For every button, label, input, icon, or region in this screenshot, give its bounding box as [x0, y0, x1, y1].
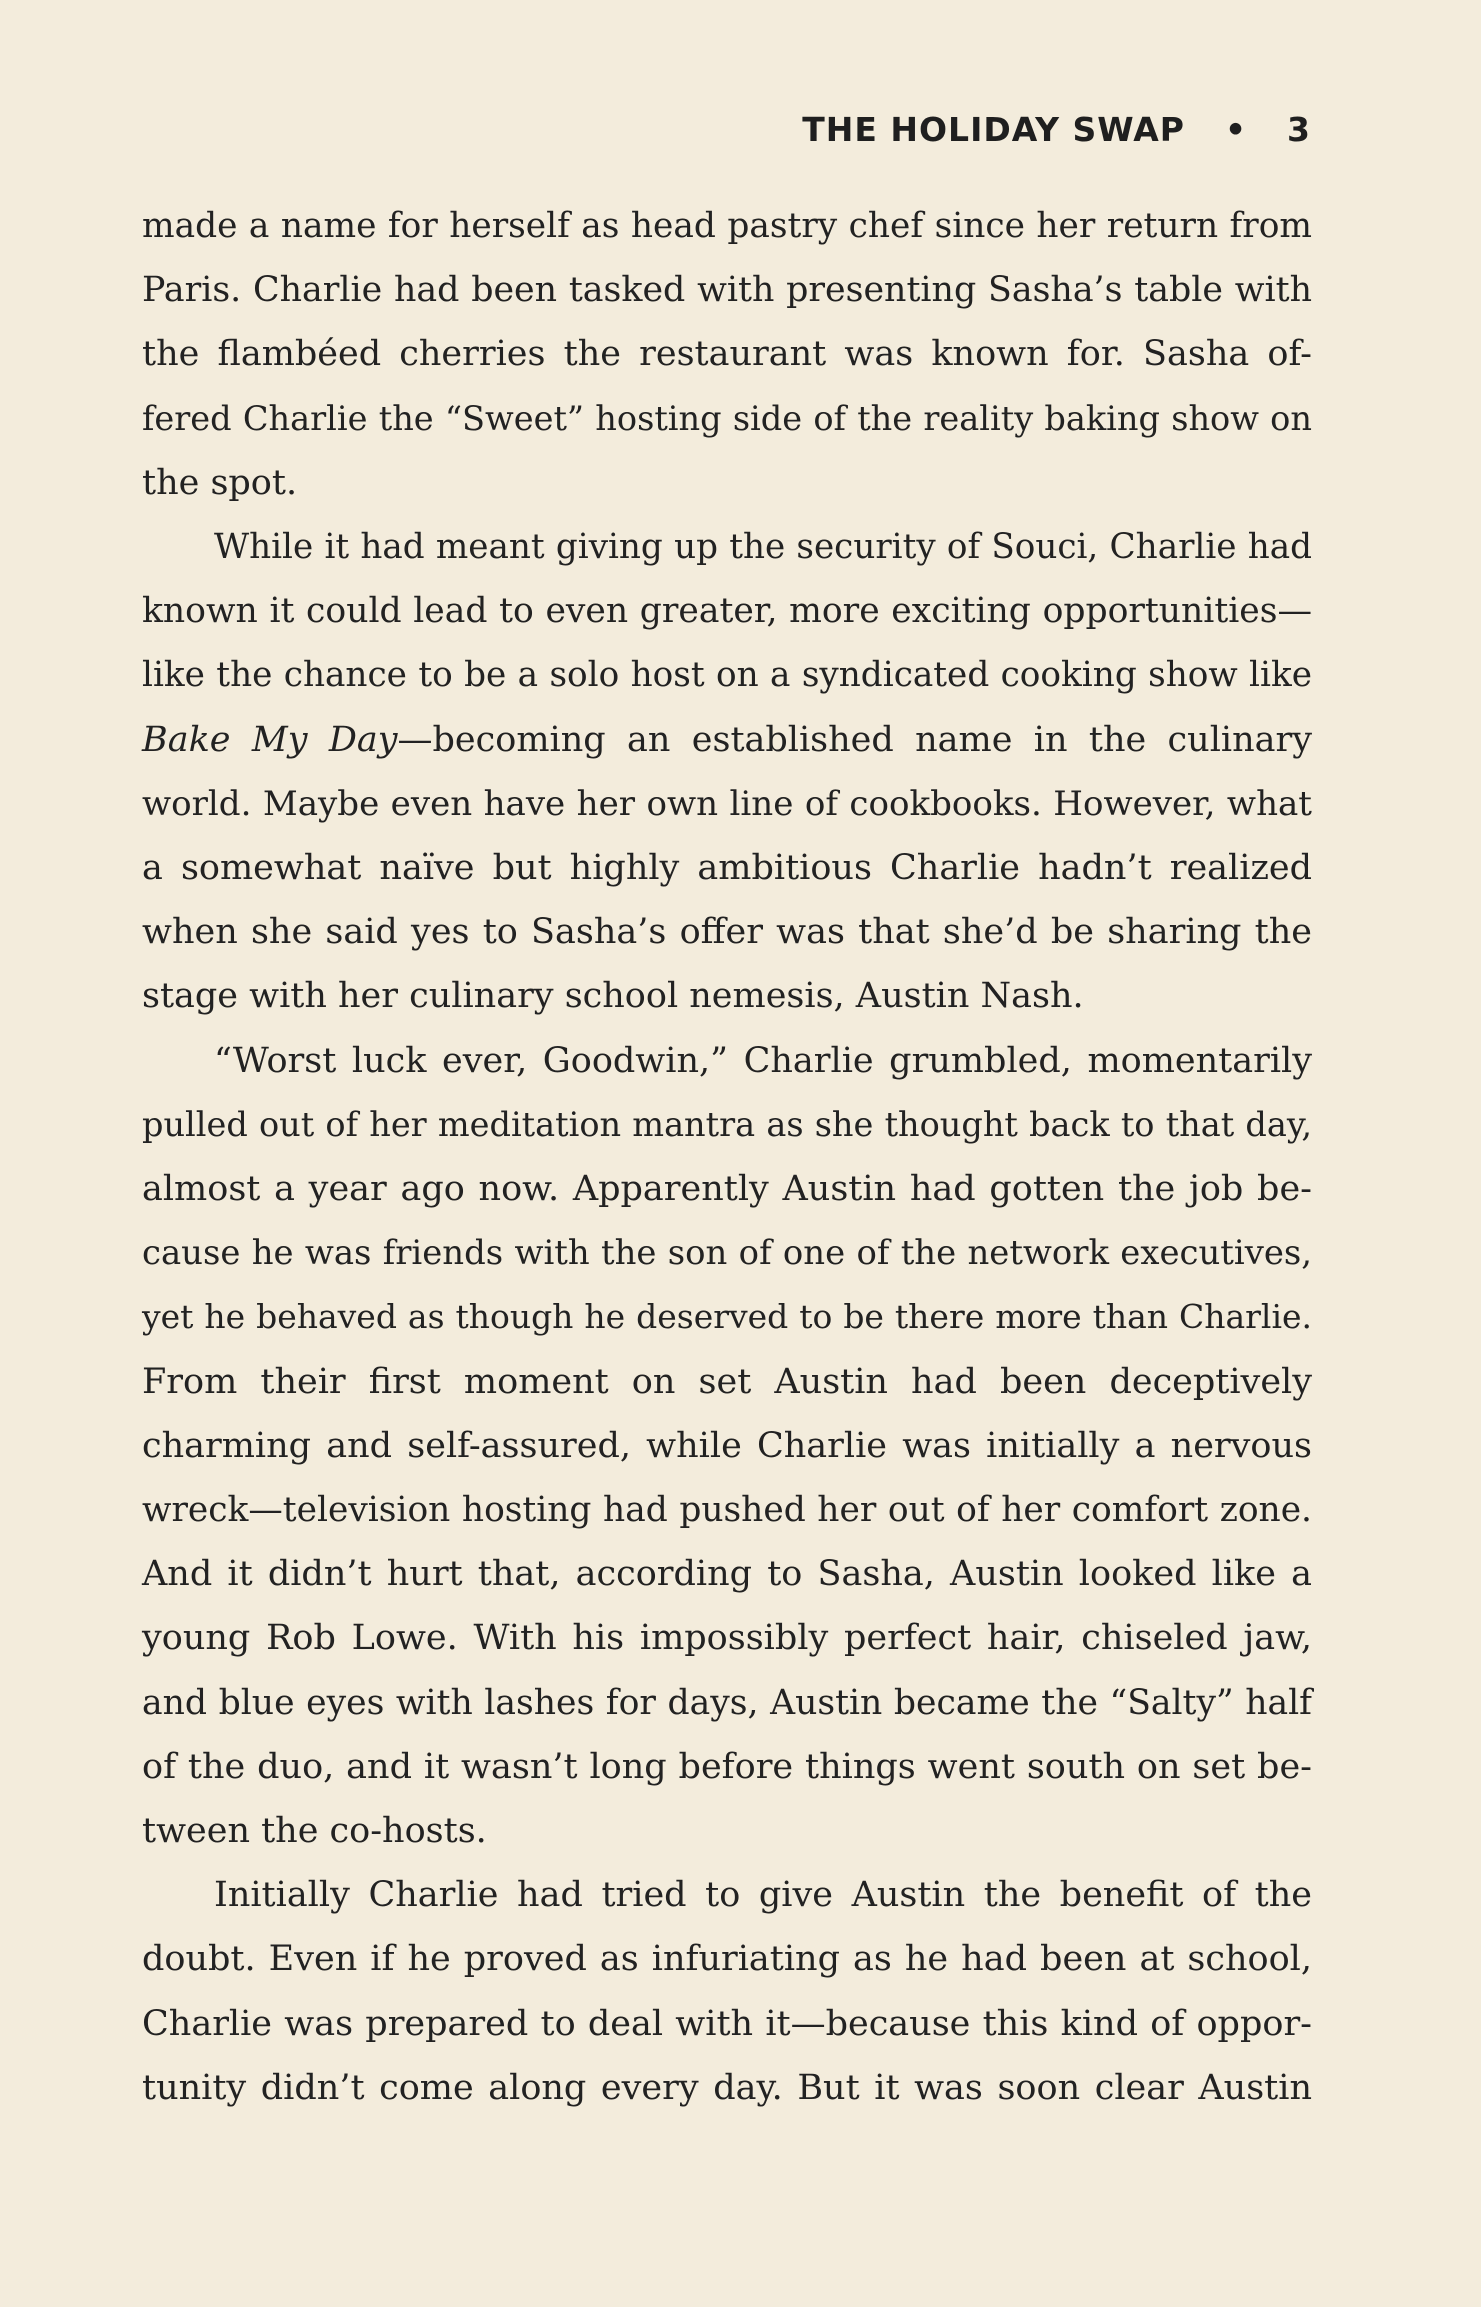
text-line: the flambéed cherries the restaurant was known for. Sasha of- — [142, 334, 1312, 375]
page-number: 3 — [1287, 110, 1311, 149]
show-title: Bake My Day — [142, 719, 398, 760]
text-line: stage with her culinary school nemesis, Austin Nash. — [142, 976, 1084, 1017]
paragraph — [142, 515, 1312, 1029]
text-line: While it had meant giving up the security of Souci, Charlie had — [214, 527, 1312, 568]
text-line: known it could lead to even greater, more exciting opportunities— — [142, 591, 1312, 632]
text-line: “Worst luck ever, Goodwin,” Charlie grumbled, momentarily — [214, 1040, 1312, 1081]
text-line: From their first moment on set Austin had been deceptively — [142, 1361, 1312, 1402]
text-line: a somewhat naïve but highly ambitious Charlie hadn’t realized — [142, 848, 1312, 889]
header-separator: • — [1224, 110, 1248, 149]
text-line: world. Maybe even have her own line of cookbooks. However, what — [142, 783, 1312, 824]
text-line: And it didn’t hurt that, according to Sasha, Austin looked like a — [142, 1554, 1312, 1595]
paragraph — [142, 194, 1312, 515]
text-line: Charlie was prepared to deal with it—because this kind of oppor- — [142, 2003, 1312, 2044]
paragraph — [142, 1029, 1312, 1864]
text-line: tunity didn’t come along every day. But it was soon clear Austin — [142, 2067, 1312, 2108]
text-line: almost a year ago now. Apparently Austin had gotten the job be- — [142, 1169, 1312, 1210]
book-title: THE HOLIDAY SWAP — [802, 110, 1185, 149]
text-line: young Rob Lowe. With his impossibly perfect hair, chiseled jaw, — [142, 1618, 1312, 1659]
text-line: of the duo, and it wasn’t long before things went south on set be- — [142, 1746, 1312, 1787]
text-line: doubt. Even if he proved as infuriating as he had been at school, — [142, 1939, 1312, 1980]
text-line: charming and self-assured, while Charlie was initially a nervous — [142, 1425, 1312, 1466]
text-line: when she said yes to Sasha’s offer was that she’d be sharing the — [142, 912, 1312, 953]
text-line: cause he was friends with the son of one of the network executives, — [142, 1233, 1312, 1273]
text-line: pulled out of her meditation mantra as she thought back to that day, — [142, 1104, 1312, 1144]
paragraph — [142, 1863, 1312, 2120]
text-line: the spot. — [142, 462, 298, 503]
text-line: like the chance to be a solo host on a syndicated cooking show like — [142, 655, 1312, 696]
text-line: Paris. Charlie had been tasked with presenting Sasha’s table with — [142, 270, 1312, 311]
text-line: wreck—television hosting had pushed her out of her comfort zone. — [142, 1490, 1312, 1531]
body-text — [142, 194, 1312, 2120]
text-line: yet he behaved as though he deserved to be there more than Charlie. — [142, 1297, 1312, 1337]
text-line: Initially Charlie had tried to give Austin the benefit of the — [214, 1875, 1312, 1916]
text-line: Bake My Day—becoming an established name in the culinary — [142, 719, 1312, 760]
text-line: and blue eyes with lashes for days, Austin became the “Salty” half — [142, 1682, 1312, 1723]
text-line: made a name for herself as head pastry chef since her return from — [142, 206, 1312, 246]
text-line: tween the co-hosts. — [142, 1811, 487, 1852]
running-head — [802, 110, 1311, 149]
text-line: fered Charlie the “Sweet” hosting side of the reality baking show on — [142, 398, 1312, 438]
